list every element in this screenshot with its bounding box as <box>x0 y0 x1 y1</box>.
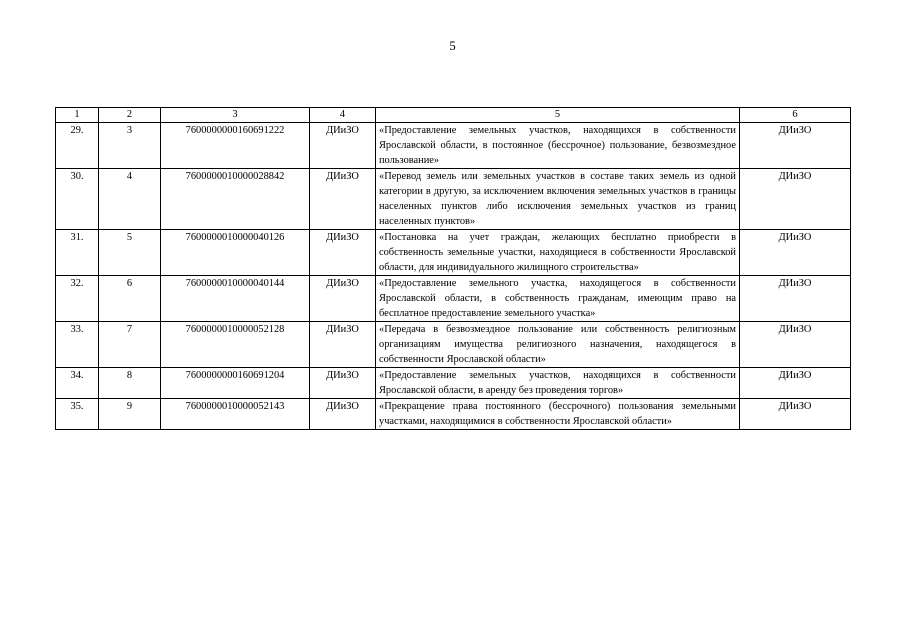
column-header: 1 <box>56 108 99 123</box>
service-description: «Предоставление земельных участков, находящихся в собственности Ярославской области, в аренду без проведения торгов» <box>376 368 740 399</box>
column-header: 3 <box>161 108 310 123</box>
service-code: 7600000010000040126 <box>161 230 310 276</box>
row-subnumber: 6 <box>99 276 161 322</box>
organization: ДИиЗО <box>310 276 376 322</box>
table-header-row <box>56 108 851 123</box>
responsible-body: ДИиЗО <box>740 169 851 230</box>
service-code: 7600000000160691204 <box>161 368 310 399</box>
service-description: «Предоставление земельного участка, находящегося в собственности Ярославской области, в собственность гражданам, имеющим право на бесплатное предоставление земельного участка» <box>376 276 740 322</box>
service-code: 7600000010000052128 <box>161 322 310 368</box>
organization: ДИиЗО <box>310 368 376 399</box>
column-header: 2 <box>99 108 161 123</box>
service-description: «Прекращение права постоянного (бессрочного) пользования земельными участками, находящимися в собственности Ярославской области» <box>376 399 740 430</box>
row-number: 32. <box>56 276 99 322</box>
column-header: 6 <box>740 108 851 123</box>
service-code: 7600000010000040144 <box>161 276 310 322</box>
table-row <box>56 322 851 368</box>
service-description: «Передача в безвозмездное пользование или собственность религиозным организациям имущества религиозного назначения, находящегося в собственности Ярославской области» <box>376 322 740 368</box>
table-row <box>56 230 851 276</box>
table-row <box>56 276 851 322</box>
organization: ДИиЗО <box>310 399 376 430</box>
row-subnumber: 8 <box>99 368 161 399</box>
table-row <box>56 399 851 430</box>
row-subnumber: 7 <box>99 322 161 368</box>
responsible-body: ДИиЗО <box>740 230 851 276</box>
table-row <box>56 368 851 399</box>
row-subnumber: 5 <box>99 230 161 276</box>
service-description: «Постановка на учет граждан, желающих бесплатно приобрести в собственность земельные участки, находящиеся в собственности Ярославской области, для индивидуального жилищного строительства» <box>376 230 740 276</box>
column-header: 5 <box>376 108 740 123</box>
responsible-body: ДИиЗО <box>740 276 851 322</box>
row-number: 29. <box>56 123 99 169</box>
service-description: «Предоставление земельных участков, находящихся в собственности Ярославской области, в постоянное (бессрочное) пользование, безвозмездное пользование» <box>376 123 740 169</box>
responsible-body: ДИиЗО <box>740 368 851 399</box>
page-number: 5 <box>449 38 456 53</box>
responsible-body: ДИиЗО <box>740 399 851 430</box>
services-table <box>55 107 851 430</box>
service-description: «Перевод земель или земельных участков в составе таких земель из одной категории в другую, за исключением включения земельных участков в границы населенных пунктов либо исключения земельных участков из границ населенных пунктов» <box>376 169 740 230</box>
table-row <box>56 123 851 169</box>
row-subnumber: 3 <box>99 123 161 169</box>
column-header: 4 <box>310 108 376 123</box>
service-code: 7600000010000028842 <box>161 169 310 230</box>
row-number: 30. <box>56 169 99 230</box>
responsible-body: ДИиЗО <box>740 322 851 368</box>
service-code: 7600000000160691222 <box>161 123 310 169</box>
organization: ДИиЗО <box>310 123 376 169</box>
row-number: 34. <box>56 368 99 399</box>
responsible-body: ДИиЗО <box>740 123 851 169</box>
table-row <box>56 169 851 230</box>
organization: ДИиЗО <box>310 322 376 368</box>
row-number: 31. <box>56 230 99 276</box>
organization: ДИиЗО <box>310 169 376 230</box>
row-number: 35. <box>56 399 99 430</box>
row-subnumber: 9 <box>99 399 161 430</box>
row-subnumber: 4 <box>99 169 161 230</box>
organization: ДИиЗО <box>310 230 376 276</box>
row-number: 33. <box>56 322 99 368</box>
service-code: 7600000010000052143 <box>161 399 310 430</box>
